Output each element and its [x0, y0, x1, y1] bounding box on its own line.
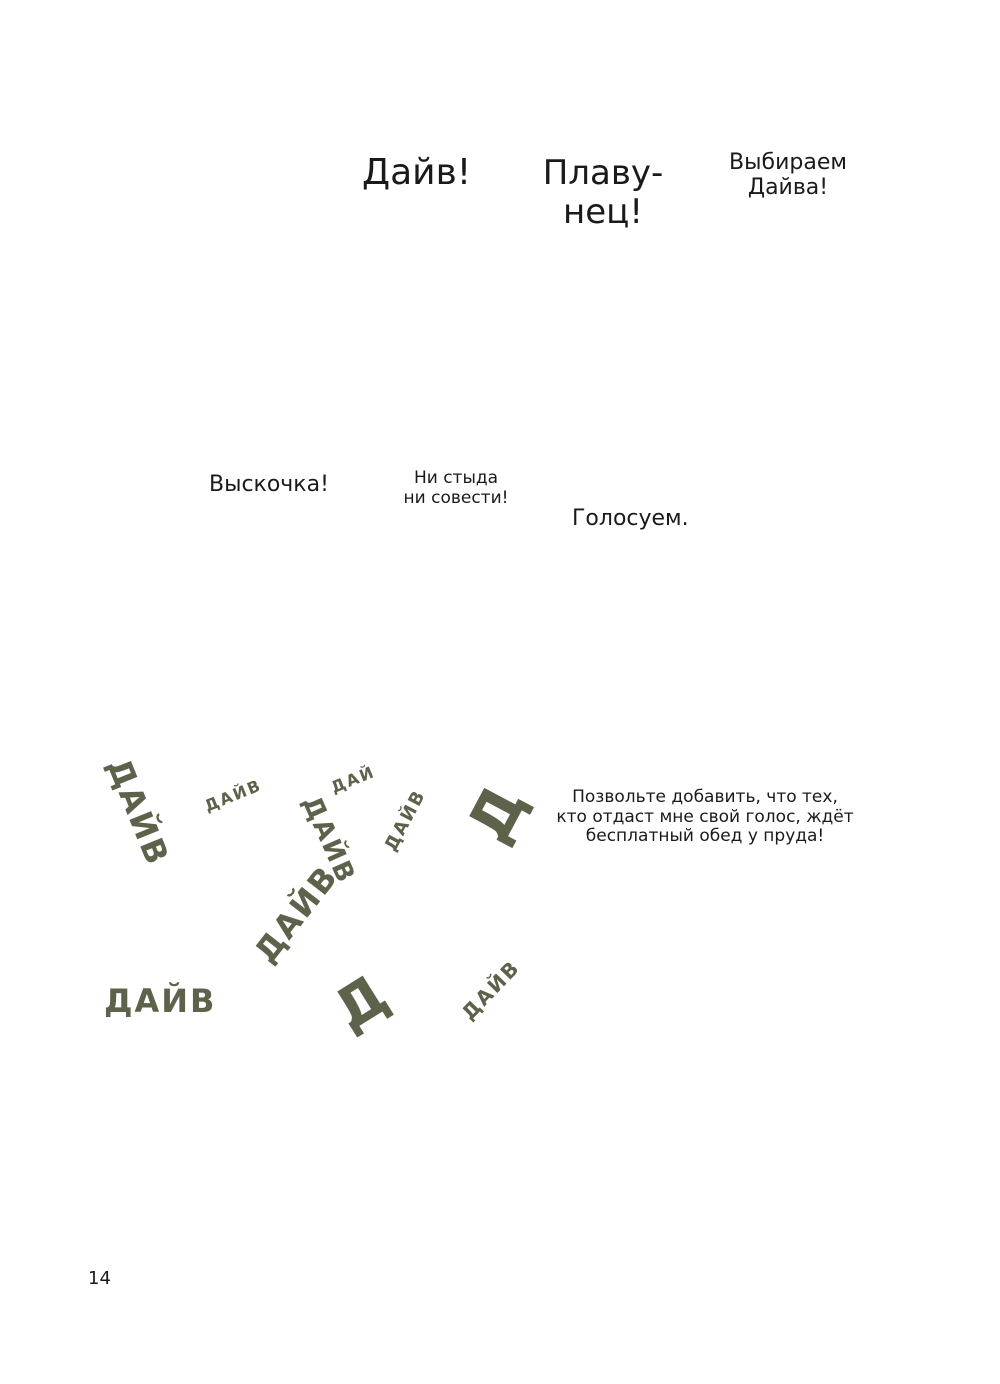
speech-choose-dive: Выбираем Дайва! [729, 150, 847, 201]
stamp-dive-small-3: ДАЙВ [456, 955, 525, 1025]
speech-dive: Дайв! [362, 152, 472, 193]
stamp-dai: ДАЙ [328, 762, 378, 797]
speech-vote: Голосуем. [572, 506, 689, 531]
speech-flipper: Плаву- нец! [542, 153, 664, 233]
speech-offer: Позвольте добавить, что тех, кто отдаст мне свой голос, ждёт бесплатный обед у пруда! [556, 787, 854, 847]
speech-no-shame: Ни стыда ни совести! [403, 468, 509, 508]
stamp-dive-small-1: ДАЙВ [201, 775, 265, 816]
speech-upstart: Выскочка! [209, 472, 329, 497]
stamp-dive-horizontal: ДАЙВ [104, 982, 217, 1020]
stamp-dive-diagonal: ДАЙВ [246, 858, 346, 970]
stamp-d-large-1: Д [453, 772, 542, 854]
stamp-dive-small-2: ДАЙВ [380, 786, 431, 855]
stamp-d-large-2: Д [322, 961, 402, 1044]
stamp-dive-vertical-mid: ДАЙВ [295, 791, 362, 889]
page-number: 14 [88, 1268, 111, 1289]
stamp-dive-large-left: ДАЙВ [99, 752, 177, 872]
